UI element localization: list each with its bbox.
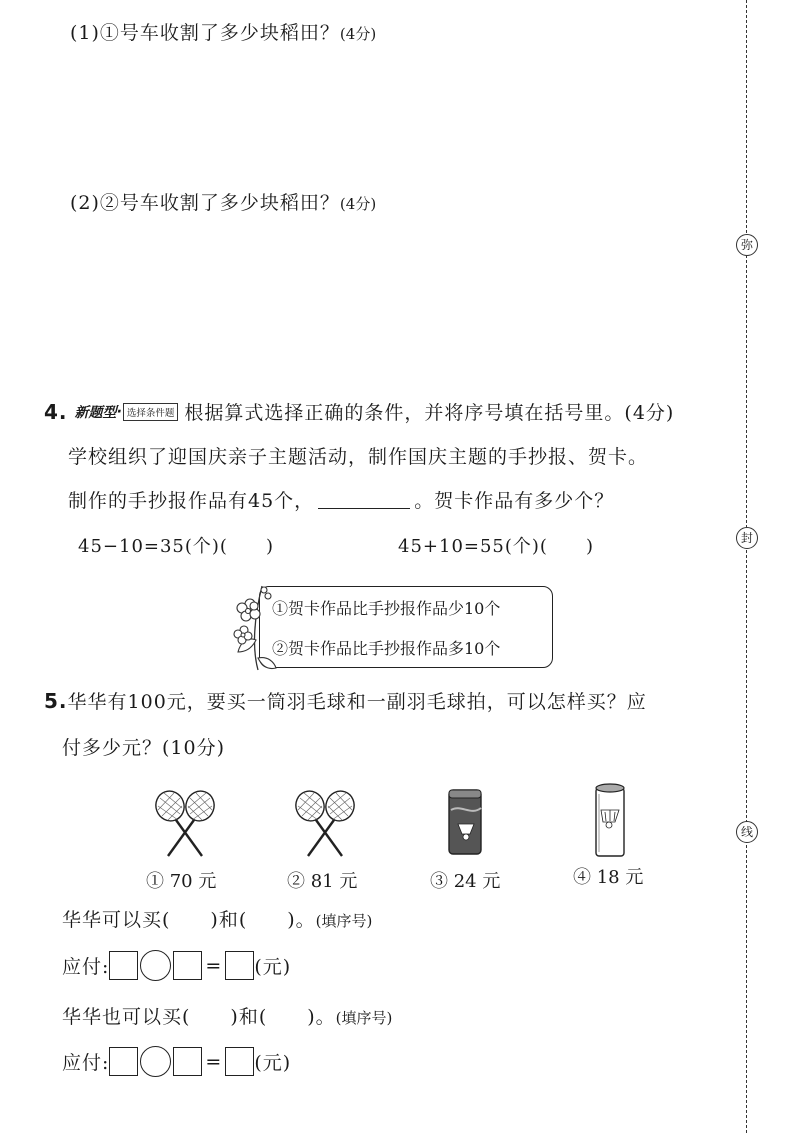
- seal-xian: 线: [736, 821, 758, 843]
- q3-part-1: (1)①号车收割了多少块稻田？(4分): [70, 22, 377, 44]
- item-price-1: ① 70 元: [146, 871, 217, 892]
- answer-box[interactable]: [109, 1047, 138, 1076]
- q5-number: 5.: [44, 689, 68, 713]
- q4-instruction: 4. 新题型 · 选择条件题 根据算式选择正确的条件，并将序号填在括号里。(4分): [44, 400, 675, 424]
- q5-buy-line-2[interactable]: 华华也可以买( )和( )。(填序号): [62, 1006, 393, 1028]
- seal-mi: 弥: [736, 234, 758, 256]
- q5-pay-line-1: 应付: = (元): [62, 950, 291, 981]
- racket-pair-icon: [150, 788, 220, 862]
- answer-box[interactable]: [173, 951, 202, 980]
- q4-line2: 制作的手抄报作品有45个， 。贺卡作品有多少个？: [68, 490, 615, 512]
- q3-part-2: (2)②号车收割了多少块稻田？(4分): [70, 192, 377, 214]
- q5-line1: 5.华华有100元，要买一筒羽毛球和一副羽毛球拍，可以怎样买？应: [44, 689, 647, 713]
- answer-box[interactable]: [109, 951, 138, 980]
- seal-feng: 封: [736, 527, 758, 549]
- q4-option-1: ①贺卡作品比手抄报作品少10个: [272, 599, 501, 618]
- answer-box[interactable]: [173, 1047, 202, 1076]
- q5-pay-line-2: 应付: = (元): [62, 1046, 291, 1077]
- q4-line1: 学校组织了迎国庆亲子主题活动，制作国庆主题的手抄报、贺卡。: [68, 446, 649, 468]
- shuttlecock-tube-icon: [446, 786, 486, 858]
- q4-equation-1[interactable]: 45−10=35(个)( ): [78, 536, 274, 557]
- item-price-2: ② 81 元: [287, 871, 358, 892]
- shuttlecock-tube-icon: [593, 780, 627, 860]
- item-price-3: ③ 24 元: [430, 871, 501, 892]
- item-price-4: ④ 18 元: [573, 867, 644, 888]
- new-type-tag: 新题型 · 选择条件题: [75, 402, 179, 422]
- q5-line2: 付多少元？(10分): [62, 737, 226, 759]
- flower-decoration-icon: [228, 578, 284, 674]
- q4-number: 4.: [44, 400, 68, 424]
- q4-option-2: ②贺卡作品比手抄报作品多10个: [272, 639, 501, 658]
- racket-pair-icon: [290, 788, 360, 862]
- operator-circle[interactable]: [140, 1046, 171, 1077]
- answer-box[interactable]: [225, 951, 254, 980]
- answer-box[interactable]: [225, 1047, 254, 1076]
- q5-buy-line-1[interactable]: 华华可以买( )和( )。(填序号): [62, 909, 373, 931]
- binding-line: [746, 0, 747, 1133]
- q4-equation-2[interactable]: 45+10=55(个)( ): [398, 536, 594, 557]
- operator-circle[interactable]: [140, 950, 171, 981]
- q4-condition-blank[interactable]: [318, 490, 410, 509]
